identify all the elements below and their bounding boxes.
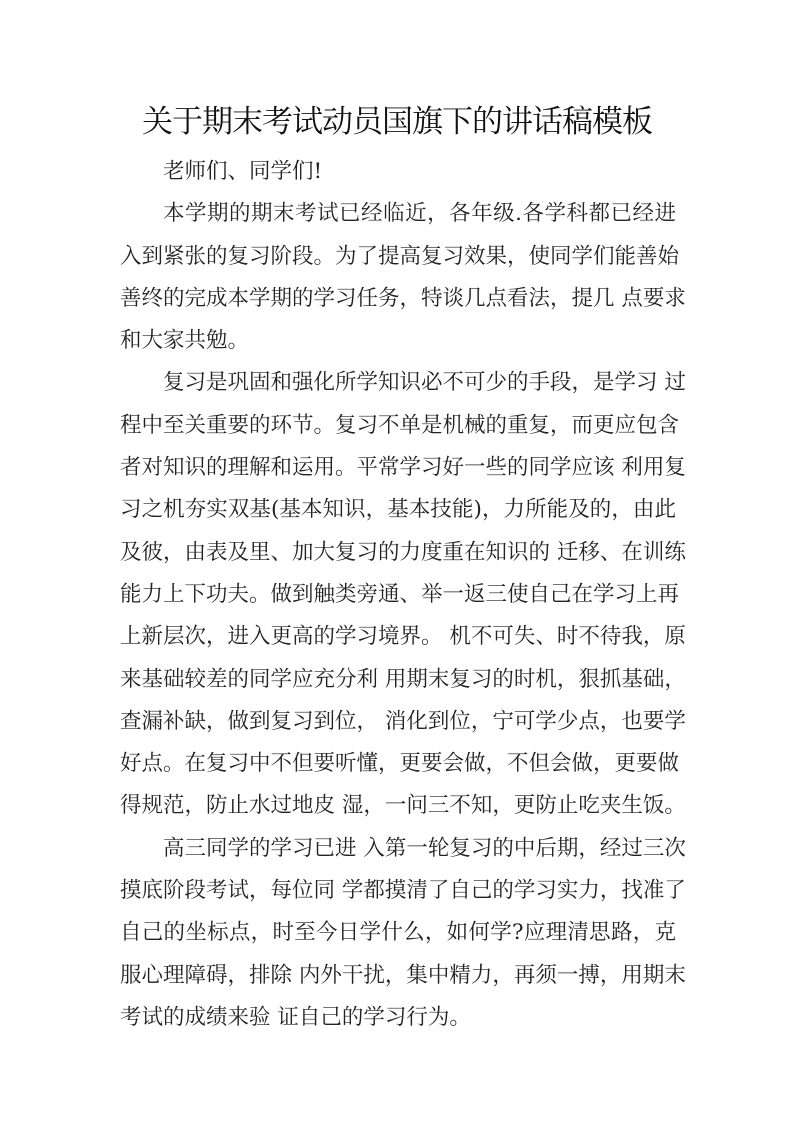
- text-line: 高三同学的学习已进 入第一轮复习的中后期，经过三次: [163, 835, 686, 861]
- text-line: 摸底阶段考试，每位同 学都摸清了自己的学习实力，找准了: [120, 878, 686, 904]
- text-line: 来基础较差的同学应充分利 用期末复习的时机，狠抓基础，: [120, 666, 686, 692]
- paragraph: [120, 828, 686, 1039]
- paragraph: [120, 193, 686, 362]
- text-line: 复习是巩固和强化所学知识必不可少的手段，是学习 过: [163, 370, 686, 396]
- text-line: 好点。在复习中不但要听懂，更要会做，不但会做，更要做: [120, 751, 680, 777]
- document-body: [120, 151, 686, 1039]
- text-line: 者对知识的理解和运用。平常学习好一些的同学应该 利用复: [120, 455, 686, 481]
- text-line: 善终的完成本学期的学习任务，特谈几点看法，提几 点要求: [120, 285, 686, 311]
- paragraph: [120, 362, 686, 827]
- text-line: 本学期的期末考试已经临近，各年级.各学科都已经进: [163, 201, 676, 227]
- text-line: 考试的成绩来验 证自己的学习行为。: [120, 1004, 471, 1030]
- text-line: 入到紧张的复习阶段。为了提高复习效果，使同学们能善始: [120, 243, 680, 269]
- text-line: 程中至关重要的环节。复习不单是机械的重复，而更应包含: [120, 412, 680, 438]
- text-line: 能力上下功夫。做到触类旁通、举一返三使自己在学习上再: [120, 581, 680, 607]
- text-line: 和大家共勉。: [120, 328, 250, 354]
- text-line: 服心理障碍，排除 内外干扰，集中精力，再须一搏，用期末: [120, 962, 686, 988]
- text-line: 及彼，由表及里、加大复习的力度重在知识的 迁移、在训练: [120, 539, 686, 565]
- paragraph: [120, 151, 676, 193]
- document-title: 关于期末考试动员国旗下的讲话稿模板: [142, 104, 652, 140]
- text-line: 习之机夯实双基(基本知识，基本技能)，力所能及的，由此: [120, 497, 676, 523]
- text-line: 查漏补缺，做到复习到位， 消化到位，宁可学少点，也要学: [120, 708, 686, 734]
- text-line: 老师们、同学们!: [163, 159, 323, 184]
- text-line: 得规范，防止水过地皮 湿，一问三不知，更防止吃夹生饭。: [120, 793, 686, 819]
- text-line: 上新层次，进入更高的学习境界。 机不可失、时不待我，原: [120, 624, 686, 650]
- text-line: 自己的坐标点，时至今日学什么，如何学?应理清思路，克: [120, 920, 676, 946]
